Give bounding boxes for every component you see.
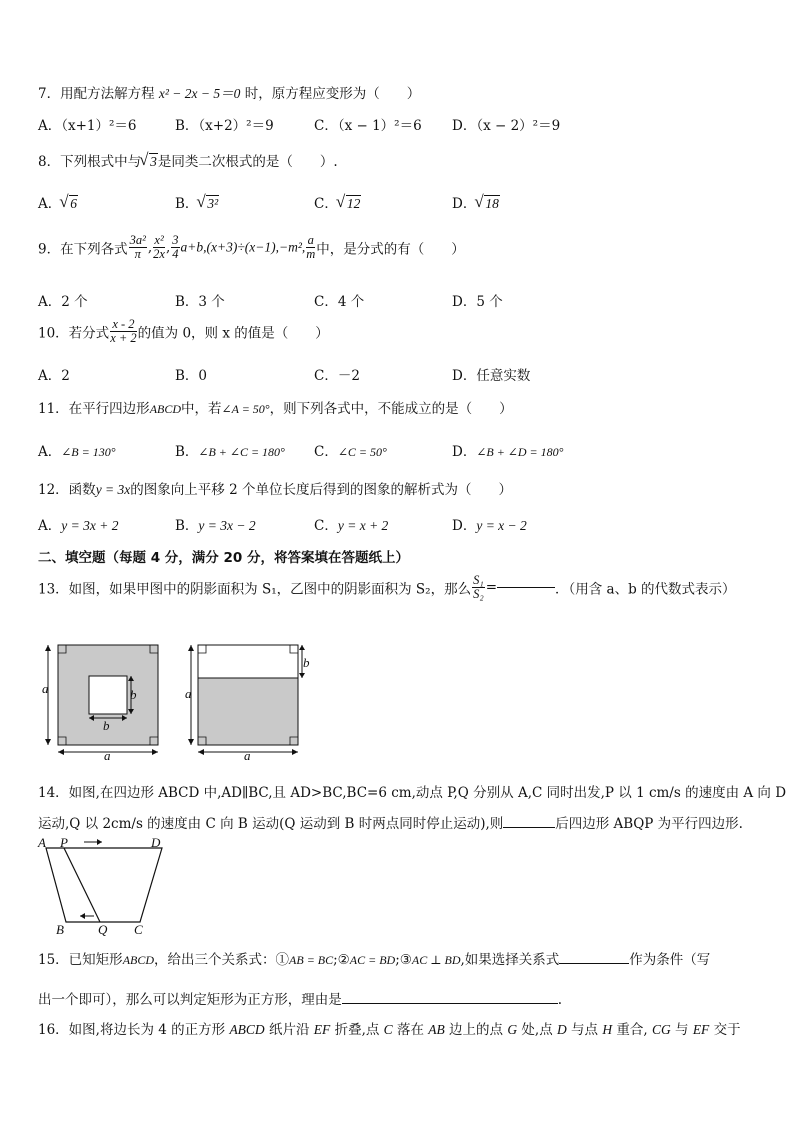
q11-option-c: C．∠C = 50° bbox=[314, 444, 387, 460]
q10-option-c: C．－2 bbox=[314, 368, 360, 384]
q9-fraction-4: $\frac{a}{m}$ bbox=[306, 233, 316, 262]
q15-line-2: 出一个即可），那么可以判定矩形为正方形，理由是 . bbox=[38, 992, 563, 1008]
point-c-label: C bbox=[134, 922, 143, 937]
q7-option-b: B．（x+2）²＝9 bbox=[175, 118, 274, 134]
q14-answer-blank[interactable] bbox=[503, 827, 555, 828]
point-d-label: D bbox=[151, 835, 161, 850]
q11-option-d: D．∠B + ∠D = 180° bbox=[452, 444, 564, 460]
q13-label-a-left: a bbox=[42, 681, 49, 696]
q13-label-a-bottom: a bbox=[104, 748, 111, 762]
q10-fraction: $\frac{x - 2}{x + 2}$ bbox=[110, 317, 137, 346]
q10-option-d: D．任意实数 bbox=[452, 368, 531, 384]
q13-label-b-right: b bbox=[130, 687, 137, 702]
q12-option-c: C．y = x + 2 bbox=[314, 518, 389, 534]
inner-square bbox=[89, 676, 127, 714]
q12-stem: 12．函数y = 3x的图象向上平移 2 个单位长度后得到的图象的解析式为（ ） bbox=[38, 482, 512, 498]
q10-stem: 10．若分式 $\frac{x - 2}{x + 2}$ 的值为 0，则 x 的值是（ ） bbox=[38, 317, 329, 346]
q7-equation: x² − 2x − 5＝0 bbox=[158, 86, 241, 101]
q11-option-a: A．∠B = 130° bbox=[38, 444, 116, 460]
q9-option-d: D．5 个 bbox=[452, 294, 503, 310]
q11-option-b: B．∠B + ∠C = 180° bbox=[175, 444, 285, 460]
q9-option-c: C．4 个 bbox=[314, 294, 365, 310]
q10-option-a: A．2 bbox=[38, 368, 70, 384]
q13-fraction: $\frac{\text{S₁}}{\text{S₂}}$ bbox=[473, 573, 484, 602]
q10-option-b: B．0 bbox=[175, 368, 208, 384]
q11-stem: 11．在平行四边形ABCD中，若∠A = 50°，则下列各式中，不能成立的是（ ） bbox=[38, 401, 513, 417]
q7-option-d: D．（x − 2）²＝9 bbox=[452, 118, 561, 134]
q13-label-b-bottom: b bbox=[103, 718, 110, 733]
q8-stem: 8．下列根式中与√ 3是同类二次根式的是（ ）. bbox=[38, 150, 338, 170]
q8-option-d: D．√ 18 bbox=[452, 192, 500, 212]
q9-option-a: A．2 个 bbox=[38, 294, 88, 310]
point-q-label: Q bbox=[98, 922, 108, 937]
q8-option-a: A．√ 6 bbox=[38, 192, 78, 212]
q7-stem: 7．用配方法解方程 x² − 2x − 5＝0 时，原方程应变形为（ ） bbox=[38, 86, 421, 102]
section-heading-fill-in: 二、填空题（每题 4 分，满分 20 分，将答案填在答题纸上） bbox=[38, 550, 409, 566]
q15-condition-blank[interactable] bbox=[559, 963, 629, 964]
trapezoid-abcd bbox=[46, 848, 162, 922]
q13-answer-blank[interactable] bbox=[497, 587, 555, 588]
q8-radical: √ 3 bbox=[149, 153, 158, 170]
q9-fraction-2: $\frac{\text{x²}}{2x}$ bbox=[153, 233, 165, 262]
q13-figure-yi bbox=[184, 640, 314, 762]
q13-stem: 13．如图，如果甲图中的阴影面积为 S₁，乙图中的阴影面积为 S₂，那么 $\frac{\text{S₁}}{\text{S₂}}$ = ．（用含 a、b 的代数式表示） bbox=[38, 573, 736, 602]
q8-option-b: B．√ 3² bbox=[175, 192, 219, 212]
q13-label-a-bottom-2: a bbox=[244, 748, 251, 762]
q13-label-a-left-2: a bbox=[185, 686, 192, 701]
q9-stem: 9．在下列各式 $\frac{\text{3a²}}{\pi}$ , $\frac{\text{x²}}{2x}$ , $\frac{3}{4}$ a+b,(x+3)÷(x−1),−m², $\frac{a}{m}$ 中，是分式的有（ ） bbox=[38, 233, 465, 262]
q12-option-a: A．y = 3x + 2 bbox=[38, 518, 119, 534]
q15-line-1: 15．已知矩形ABCD，给出三个关系式：①AB = BC;②AC = BD;③AC ⊥ BD,如果选择关系式 作为条件（写 bbox=[38, 952, 711, 968]
q8-option-c: C．√ 12 bbox=[314, 192, 361, 212]
q15-reason-blank[interactable] bbox=[342, 1003, 558, 1004]
q9-option-b: B．3 个 bbox=[175, 294, 225, 310]
q13-figure-jia bbox=[38, 640, 168, 762]
q7-option-c: C．（x − 1）²＝6 bbox=[314, 118, 422, 134]
q7-option-a: A．（x+1）²＝6 bbox=[38, 118, 137, 134]
point-p-label: P bbox=[60, 835, 68, 850]
q16-stem: 16．如图,将边长为 4 的正方形 ABCD 纸片沿 EF 折叠,点 C 落在 AB 边上的点 G 处,点 D 与点 H 重合, CG 与 EF 交于 bbox=[38, 1022, 741, 1038]
q13-label-b-right-2: b bbox=[303, 655, 310, 670]
q9-fraction-3: $\frac{3}{4}$ bbox=[172, 233, 179, 262]
q12-option-b: B．y = 3x − 2 bbox=[175, 518, 256, 534]
q14-line-1: 14．如图,在四边形 ABCD 中,AD∥BC,且 AD>BC,BC=6 cm,动点 P,Q 分别从 A,C 同时出发,P 以 1 cm/s 的速度由 A 向 D bbox=[38, 785, 787, 801]
q9-fraction-1: $\frac{\text{3a²}}{\pi}$ bbox=[129, 233, 146, 262]
q14-trapezoid-figure bbox=[36, 834, 172, 938]
point-a-label: A bbox=[38, 835, 46, 850]
segment-pq bbox=[64, 848, 100, 922]
q12-option-d: D．y = x − 2 bbox=[452, 518, 527, 534]
shaded-rectangle bbox=[198, 678, 298, 745]
point-b-label: B bbox=[56, 922, 64, 937]
q14-line-2: 运动,Q 以 2cm/s 的速度由 C 向 B 运动(Q 运动到 B 时两点同时停止运动),则 后四边形 ABQP 为平行四边形. bbox=[38, 816, 743, 832]
